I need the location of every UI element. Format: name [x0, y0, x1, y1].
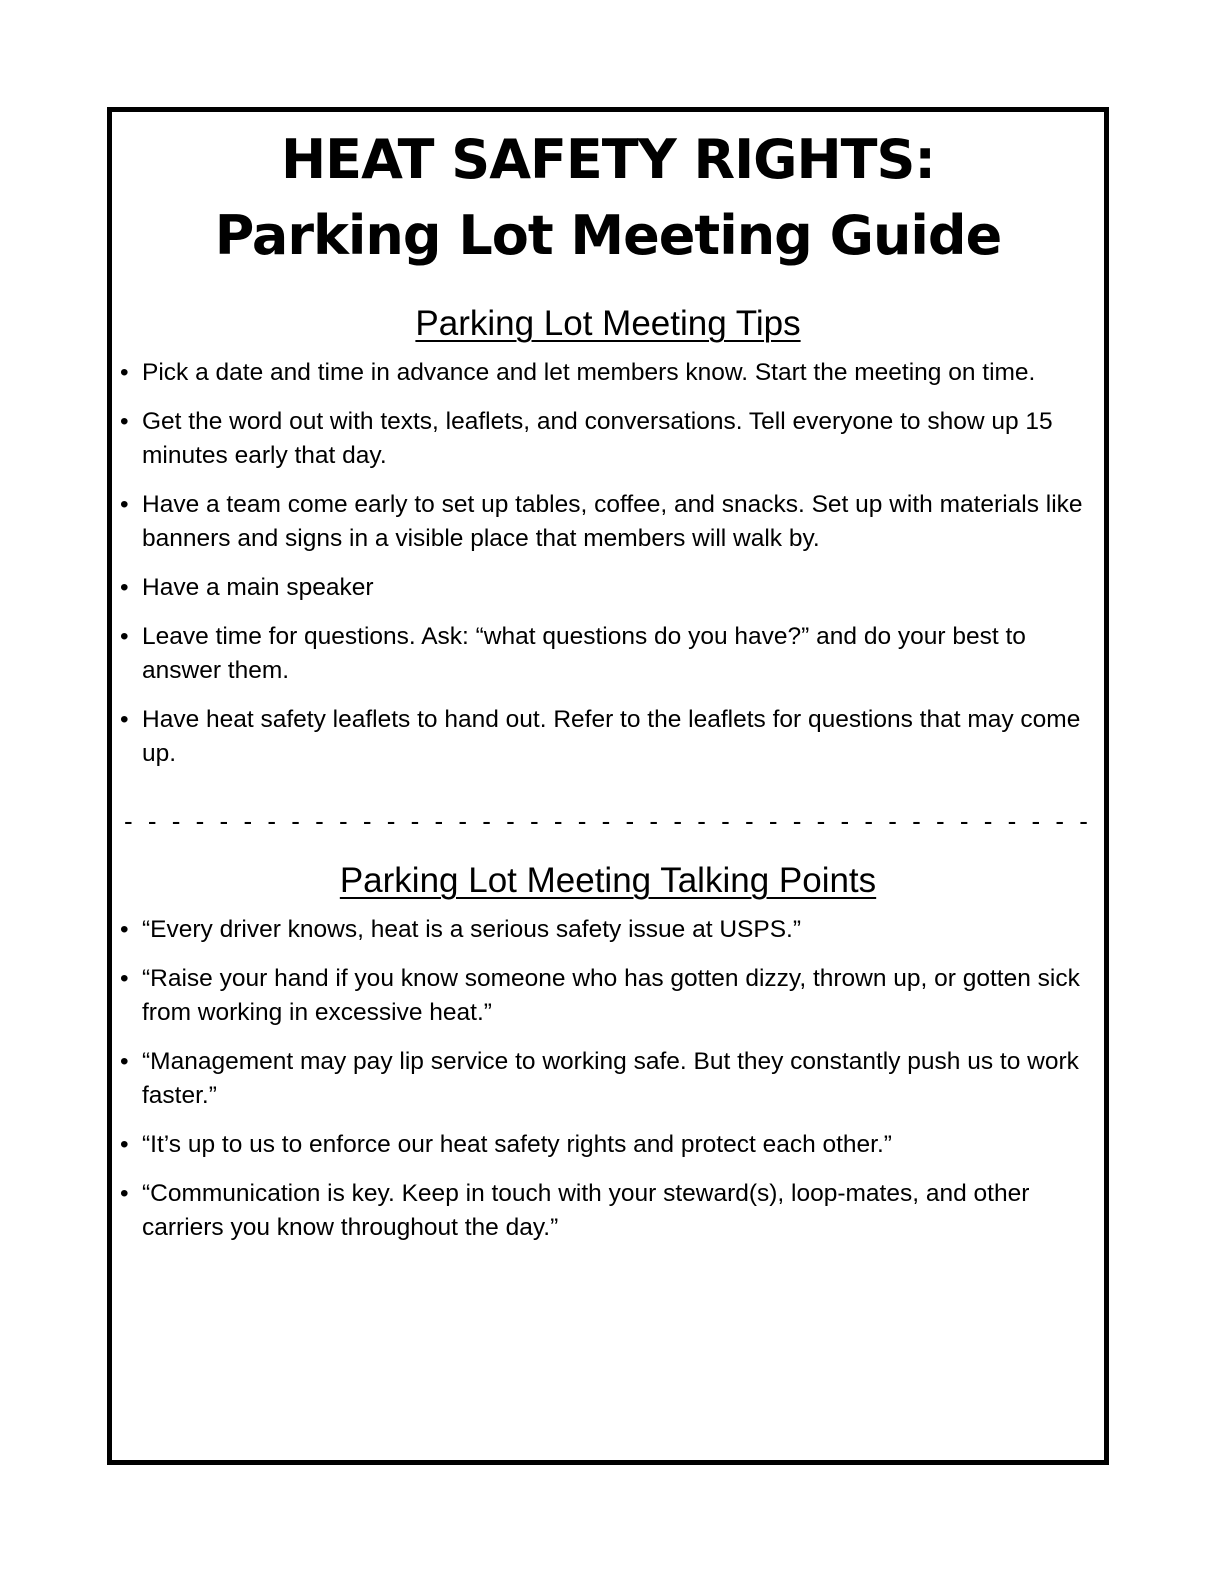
tip-text: Pick a date and time in advance and let members know. Start the meeting on time. [142, 359, 1036, 386]
bullet-icon: • [120, 408, 129, 435]
bullet-icon: • [120, 916, 129, 943]
bullet-icon: • [120, 1048, 129, 1075]
bullet-icon: • [120, 1131, 129, 1158]
list-item [120, 1045, 1100, 1113]
list-item [120, 405, 1100, 473]
talking-points-heading: Parking Lot Meeting Talking Points [339, 861, 877, 900]
list-item [120, 913, 1100, 947]
bullet-icon: • [120, 965, 129, 992]
list-item [120, 488, 1100, 556]
document-title [112, 112, 1104, 274]
title-line-2: Parking Lot Meeting Guide [214, 204, 1002, 267]
bullet-icon: • [120, 359, 129, 386]
list-item [120, 703, 1100, 771]
list-item [120, 356, 1100, 390]
talking-point-text: “Raise your hand if you know someone who has gotten dizzy, thrown up, or gotten sick from working in excessive heat.” [142, 965, 1080, 1026]
list-item [120, 1128, 1100, 1162]
talking-point-text: “Communication is key. Keep in touch with your steward(s), loop-mates, and other carriers you know throughout the day.” [142, 1180, 1030, 1241]
talking-point-text: “Management may pay lip service to working safe. But they constantly push us to work faster.” [142, 1048, 1079, 1109]
bullet-icon: • [120, 574, 129, 601]
talking-point-text: “It’s up to us to enforce our heat safety rights and protect each other.” [142, 1131, 892, 1158]
tip-text: Have a main speaker [142, 574, 374, 601]
title-line-1: HEAT SAFETY RIGHTS: [280, 128, 936, 191]
tip-text: Have heat safety leaflets to hand out. Refer to the leaflets for questions that may come up. [142, 706, 1081, 767]
tips-heading: Parking Lot Meeting Tips [415, 304, 801, 343]
section-divider: - - - - - - - - - - - - - - - - - - - - - - - - - - - - - - - - - - - - - - - - - [124, 806, 1092, 836]
bullet-icon: • [120, 706, 129, 733]
bullet-icon: • [120, 623, 129, 650]
tip-text: Get the word out with texts, leaflets, and conversations. Tell everyone to show up 15 minutes early that day. [142, 408, 1053, 469]
list-item [120, 1177, 1100, 1245]
tip-text: Leave time for questions. Ask: “what questions do you have?” and do your best to answer them. [142, 623, 1026, 684]
tip-text: Have a team come early to set up tables, coffee, and snacks. Set up with materials like banners and signs in a visible place that members will walk by. [142, 491, 1083, 552]
tips-list [112, 356, 1104, 771]
list-item [120, 962, 1100, 1030]
list-item [120, 620, 1100, 688]
bullet-icon: • [120, 491, 129, 518]
list-item [120, 571, 1100, 605]
bullet-icon: • [120, 1180, 129, 1207]
talking-points-list [112, 913, 1104, 1245]
talking-point-text: “Every driver knows, heat is a serious safety issue at USPS.” [142, 916, 802, 943]
page-border [107, 107, 1109, 1465]
